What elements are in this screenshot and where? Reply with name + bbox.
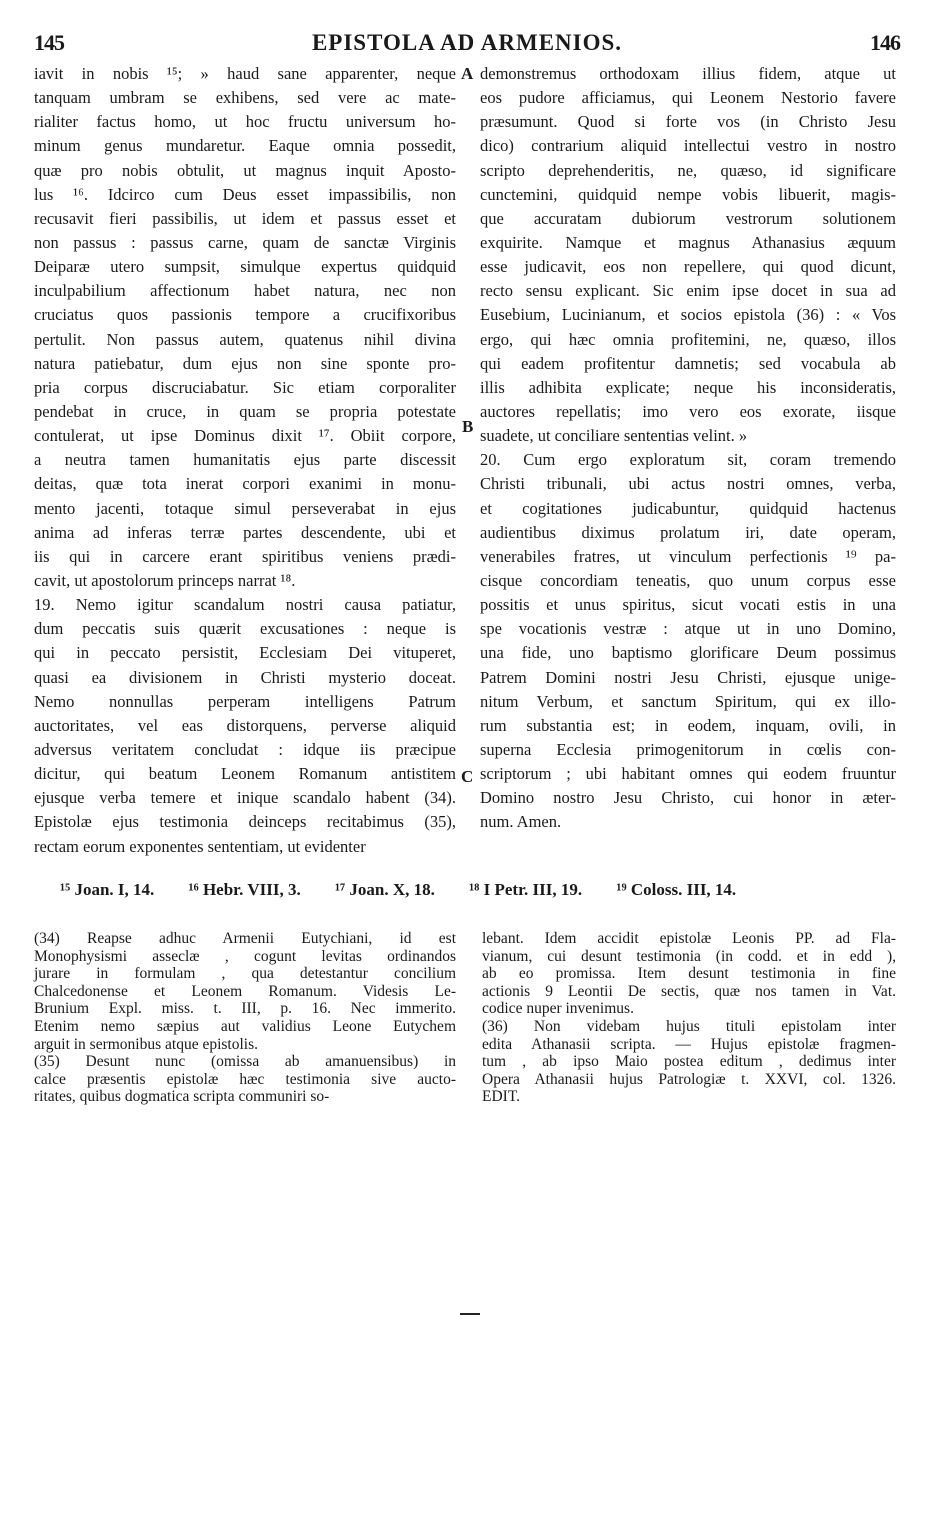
text-line: iis qui in carcere erant spiritibus veniens prædi- — [34, 546, 456, 566]
note-line: Brunium Expl. miss. t. III, p. 16. Nec immerito. — [34, 1000, 456, 1018]
text-line: una fide, uno baptismo glorificare Deum possimus — [480, 643, 896, 663]
note-line: Etenim nemo sæpius aut validius Leone Eutychem — [34, 1017, 456, 1035]
text-line: auctores repellatis; imo vero eos exorate, iisque — [480, 401, 896, 421]
text-line: cisque concordiam teneatis, quo unum corpus esse — [480, 570, 896, 590]
scripture-ref: ¹⁹ Coloss. III, 14. — [616, 880, 737, 899]
text-line: rum substantia est; in eodem, inquam, ovili, in — [480, 715, 896, 735]
text-line: Christi tribunali, ubi actus nostri omnes, verba, — [480, 474, 896, 494]
text-line: pria corpus discruciabatur. Sic etiam corporaliter — [34, 377, 456, 397]
text-line: auctoritates, vel eas distorquens, perverse aliquid — [34, 715, 456, 735]
margin-letter-a: A — [461, 64, 474, 83]
text-line: Domino nostro Jesu Christo, cui honor in æter- — [480, 788, 896, 808]
text-line: præsumunt. Quod si forte vos (in Christo Jesu — [480, 112, 896, 132]
text-line: 19. Nemo igitur scandalum nostri causa patiatur, — [34, 595, 456, 615]
text-line: minum genus mundaretur. Eaque omnia possedit, — [34, 136, 456, 156]
note-line: edita Athanasii scripta. — Hujus epistolæ fragmen- — [482, 1035, 896, 1053]
text-line: spe vocationis vestræ : atque ut in uno Domino, — [480, 619, 896, 639]
note-line: vianum, cui desunt testimonia (in codd. et in edd ), — [482, 947, 896, 965]
text-line: adversus veritatem concludat : idque iis præcipue — [34, 739, 456, 759]
text-line: Deiparæ utero sumpsit, simulque expertus quidquid — [34, 257, 456, 277]
scripture-ref: ¹⁶ Hebr. VIII, 3. — [188, 880, 301, 899]
text-line: mento jacenti, totaque simul perseverabat in ejus — [34, 498, 456, 518]
running-title: EPISTOLA AD ARMENIOS. — [311, 30, 623, 55]
note-line: arguit in sermonibus atque epistolis. — [34, 1035, 259, 1053]
note-line: (35) Desunt nunc (omissa ab amanuensibus) in — [34, 1053, 456, 1071]
text-line: pertulit. Non passus autem, quatenus nihil divina — [34, 329, 456, 349]
text-line: inculpabilium affectionum habet natura, nec non — [34, 281, 456, 301]
text-line: Patrem Domini nostri Jesu Christi, ejusque unige- — [480, 667, 896, 687]
text-line: dico) contrarium aliquid intellectui vestro in nostro — [480, 136, 896, 156]
text-line: superna Ecclesia primogenitorum in cœlis con- — [480, 739, 896, 759]
text-line: Eusebium, Lucinianum, et socios epistola (36) : « Vos — [480, 305, 896, 325]
text-line: lus ¹⁶. Idcirco cum Deus esset impassibilis, non — [34, 184, 456, 204]
margin-letter-c: C — [461, 767, 474, 786]
note-line: calce præsentis epistolæ hæc testimonia sive aucto- — [34, 1070, 456, 1088]
text-line: eos pudore afficiamus, qui Leonem Nestorio favere — [480, 88, 896, 108]
text-line: que accuratam dubiorum vestrorum solutionem — [480, 208, 896, 228]
text-line: audientibus diximus prolatum iri, date operam, — [480, 522, 896, 542]
margin-letter-b: B — [462, 417, 474, 436]
text-line: scripto deprehenderitis, ne, quæso, id significare — [480, 160, 896, 180]
text-line: anima ad inferas terræ partes descendente, ubi et — [34, 522, 456, 542]
note-line: Monophysismi asseclæ , cogunt levitas ordinandos — [34, 947, 456, 965]
text-line: ejusque verba temere et inique scandalo habent (34). — [34, 788, 456, 808]
text-line: esse judicavit, eos non repellere, qui quod dicunt, — [480, 257, 896, 277]
text-line: cavit, ut apostolorum princeps narrat ¹⁸. — [34, 570, 296, 590]
text-line: pendebat in cruce, in quam se propria potestate — [34, 401, 456, 421]
text-line: illis adhibita explicate; neque his inconsideratis, — [480, 377, 896, 397]
text-line: dicitur, qui beatum Leonem Romanum antistitem — [34, 764, 456, 784]
text-line: iavit in nobis ¹⁵; » haud sane apparenter, neque — [34, 64, 456, 83]
right-page-number: 146 — [870, 30, 900, 55]
text-line: qui eadem profitentur damnetis; sed vocabula ab — [480, 353, 896, 373]
text-line: et cogitationes judicabuntur, quidquid hactenus — [480, 498, 896, 518]
text-line: possitis et unus spiritus, sicut vocati estis in una — [480, 595, 896, 615]
text-line: scriptorum ; ubi habitant omnes qui eodem fruuntur — [480, 764, 896, 784]
text-line: venerabiles fratres, ut vinculum perfectionis ¹⁹ pa- — [480, 546, 896, 566]
note-line: ab eo promissa. Item desunt testimonia in fine — [482, 965, 896, 983]
note-line: tum , ab ipso Maio postea editum , dedimus inter — [482, 1053, 896, 1071]
note-line: jurare in formulam , qua detestantur concilium — [34, 965, 456, 983]
note-line: actionis 9 Leontii De sectis, quæ nos tamen in Vat. — [482, 982, 896, 1000]
text-line: tanquam umbram se exhibens, sed vere ac mate- — [34, 88, 456, 108]
right-editorial-notes — [482, 930, 896, 1106]
text-line: natura patiebatur, dum ejus non sine sponte pro- — [34, 353, 456, 373]
scripture-ref: ¹⁸ I Petr. III, 19. — [469, 880, 583, 899]
note-line: (36) Non videbam hujus tituli epistolam inter — [482, 1017, 896, 1035]
text-line: exquirite. Namque et magnus Athanasius æquum — [480, 232, 896, 252]
text-line: rialiter factus homo, ut hoc fructu universum ho- — [34, 112, 456, 132]
left-text-column — [34, 62, 456, 859]
note-line: ritates, quibus dogmatica scripta communiri so- — [34, 1088, 330, 1106]
left-page-number: 145 — [34, 30, 64, 55]
text-line: recusavit fieri passibilis, ut idem et passus esset et — [34, 208, 456, 228]
text-line: cunctemini, quidquid nempe vobis libuerit, magis- — [480, 184, 896, 204]
note-line: Opera Athanasii hujus Patrologiæ t. XXVI, col. 1326. — [482, 1070, 896, 1088]
text-line: contulerat, ut ipse Dominus dixit ¹⁷. Obiit corpore, — [34, 426, 456, 446]
text-line: demonstremus orthodoxam illius fidem, atque ut — [480, 64, 896, 83]
text-line: dum peccatis suis quærit excusationes : neque is — [34, 619, 456, 639]
scripture-references — [60, 880, 900, 900]
text-line: num. Amen. — [480, 812, 562, 832]
text-line: Nemo nonnullas perperam intelligens Patrum — [34, 691, 456, 711]
text-line: Epistolæ ejus testimonia deinceps recitabimus (35), — [34, 812, 456, 832]
text-line: qui in peccato persistit, Ecclesiam Dei vituperet, — [34, 643, 456, 663]
page-header — [34, 30, 900, 60]
note-line: Chalcedonense et Leonem Romanum. Videsis Le- — [34, 982, 456, 1000]
text-line: deitas, quæ tota inerat corpori exanimi in monu- — [34, 474, 456, 494]
right-text-column — [480, 62, 896, 835]
page-end-rule — [460, 1313, 480, 1315]
left-editorial-notes — [34, 930, 456, 1106]
text-line: ergo, qui hæc omnia profitemini, ne, quæso, illos — [480, 329, 896, 349]
note-line: EDIT. — [482, 1088, 521, 1106]
scripture-ref: ¹⁵ Joan. I, 14. — [60, 880, 155, 899]
scripture-ref: ¹⁷ Joan. X, 18. — [334, 880, 435, 899]
text-line: cruciatus quos passionis tempore a crucifixoribus — [34, 305, 456, 325]
text-line: suadete, ut conciliare sententias velint. » — [480, 426, 748, 446]
text-line: rectam eorum exponentes sententiam, ut evidenter — [34, 836, 366, 856]
text-line: non passus : passus carne, quam de sanctæ Virginis — [34, 232, 456, 252]
text-line: recto sensu explicant. Sic enim ipse docet in sua ad — [480, 281, 896, 301]
text-line: a neutra tamen humanitatis ejus parte discessit — [34, 450, 456, 470]
note-line: (34) Reapse adhuc Armenii Eutychiani, id est — [34, 930, 456, 947]
note-line: lebant. Idem accidit epistolæ Leonis PP. ad Fla- — [482, 930, 896, 947]
text-line: quasi ea divisionem in Christi mysterio doceat. — [34, 667, 456, 687]
text-line: nitum Verbum, et sanctum Spiritum, qui ex illo- — [480, 691, 896, 711]
text-line: quæ pro nobis obtulit, ut magnus inquit Aposto- — [34, 160, 456, 180]
text-line: 20. Cum ergo exploratum sit, coram tremendo — [480, 450, 896, 470]
note-line: codice nuper invenimus. — [482, 1000, 634, 1018]
